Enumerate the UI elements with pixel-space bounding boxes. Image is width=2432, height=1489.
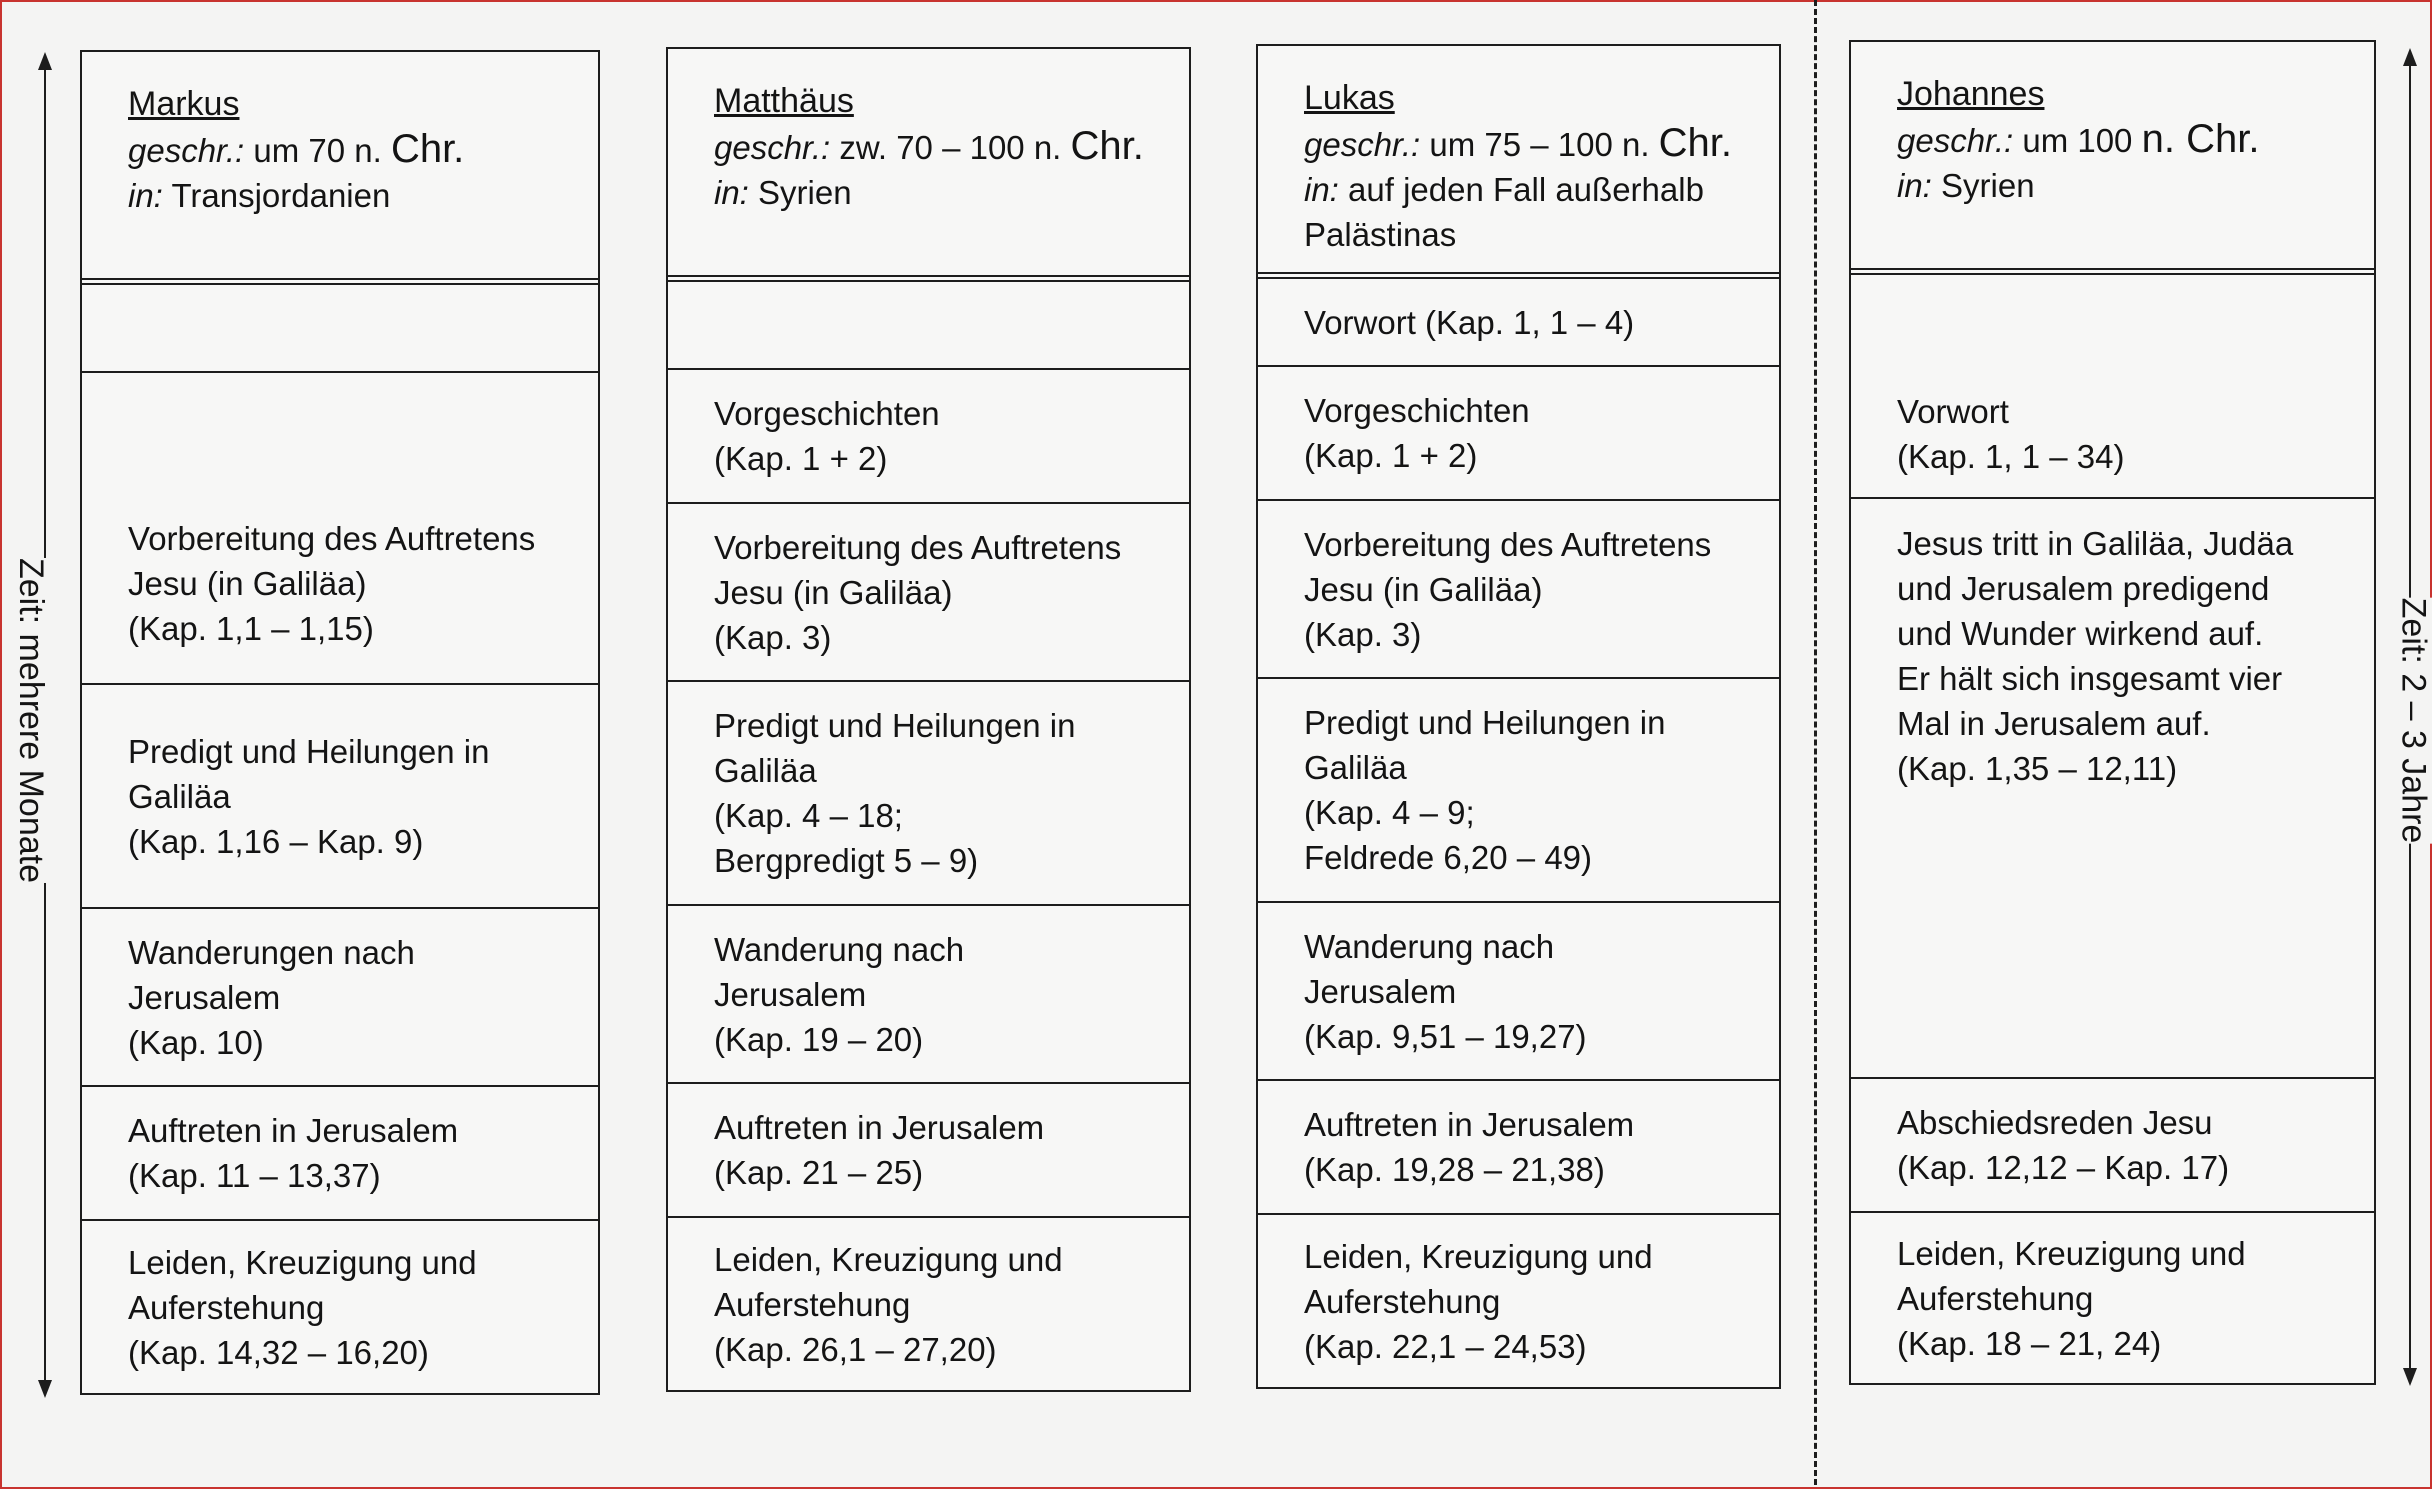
section-cell: Auftreten in Jerusalem (Kap. 19,28 – 21,38) [1304,1106,1635,1188]
section-cell [82,285,598,371]
column-header [82,52,598,278]
dashed-separator [1814,0,1817,1485]
section-cell: Predigt und Heilungen in Galiläa (Kap. 4 – 9; Feldrede 6,20 – 49) [1304,704,1666,876]
column-lukas [1256,44,1781,1389]
gospel-name: Markus [128,85,240,123]
column-header [1258,46,1779,272]
section-cell: Leiden, Kreuzigung und Auferstehung (Kap. 14,32 – 16,20) [128,1243,477,1371]
section-cell: Abschiedsreden Jesu (Kap. 12,12 – Kap. 17) [1897,1104,2230,1186]
section-cell: Vorwort (Kap. 1, 1 – 4) [1304,303,1635,341]
section-cell: Predigt und Heilungen in Galiläa (Kap. 1,16 – Kap. 9) [128,732,490,860]
column-header [1851,42,2374,268]
written-date: geschr.: um 75 – 100 n. Chr. [1304,121,1733,165]
section-cell: Wanderung nach Jerusalem (Kap. 9,51 – 19,27) [1304,927,1587,1055]
section-cell: Leiden, Kreuzigung und Auferstehung (Kap. 18 – 21, 24) [1897,1234,2246,1362]
left-axis-label: Zeit: mehrere Monate [5,558,56,883]
axis-arrow-down-icon [38,1380,52,1398]
section-cell: Auftreten in Jerusalem (Kap. 21 – 25) [714,1109,1045,1191]
right-axis-label: Zeit: 2 – 3 Jahre [2387,598,2432,844]
section-cell: Vorwort (Kap. 1, 1 – 34) [1897,393,2125,475]
section-cell: Vorbereitung des Auftretens Jesu (in Galiläa) (Kap. 1,1 – 1,15) [128,519,536,647]
section-cell: Vorgeschichten (Kap. 1 + 2) [714,395,940,477]
column-markus [80,50,600,1395]
section-cell: Jesus tritt in Galiläa, Judäa und Jerusalem predigend und Wunder wirkend auf. Er hält sich insgesamt vier Mal in Jerusalem auf. (Kap. 1,35 – 12,11) [1897,525,2294,787]
column-header [668,49,1189,275]
written-place: in: Syrien [714,174,852,211]
gospel-name: Matthäus [714,82,854,120]
written-place: in: Transjordanien [128,177,391,214]
section-cell: Vorbereitung des Auftretens Jesu (in Galiläa) (Kap. 3) [714,528,1122,656]
section-cell [668,282,1189,368]
gospel-name: Johannes [1897,75,2045,113]
written-date: geschr.: um 70 n. Chr. [128,127,465,171]
column-matthaeus [666,47,1191,1392]
section-cell: Wanderungen nach Jerusalem (Kap. 10) [128,933,415,1061]
written-place: in: auf jeden Fall außerhalb Palästinas [1304,171,1704,253]
section-cell: Wanderung nach Jerusalem (Kap. 19 – 20) [714,930,965,1058]
section-cell: Auftreten in Jerusalem (Kap. 11 – 13,37) [128,1112,459,1194]
written-date: geschr.: um 100 n. Chr. [1897,117,2260,161]
section-cell [82,373,598,483]
section-cell: Vorbereitung des Auftretens Jesu (in Galiläa) (Kap. 3) [1304,525,1712,653]
column-johannes [1849,40,2376,1385]
section-cell: Vorgeschichten (Kap. 1 + 2) [1304,392,1530,474]
section-cell: Leiden, Kreuzigung und Auferstehung (Kap. 26,1 – 27,20) [714,1240,1063,1368]
written-place: in: Syrien [1897,167,2035,204]
axis-arrow-down-icon [2403,1368,2417,1386]
section-cell: Predigt und Heilungen in Galiläa (Kap. 4 – 18; Bergpredigt 5 – 9) [714,707,1076,879]
section-cell: Leiden, Kreuzigung und Auferstehung (Kap. 22,1 – 24,53) [1304,1237,1653,1365]
gospel-name: Lukas [1304,79,1395,117]
written-date: geschr.: zw. 70 – 100 n. Chr. [714,124,1144,168]
